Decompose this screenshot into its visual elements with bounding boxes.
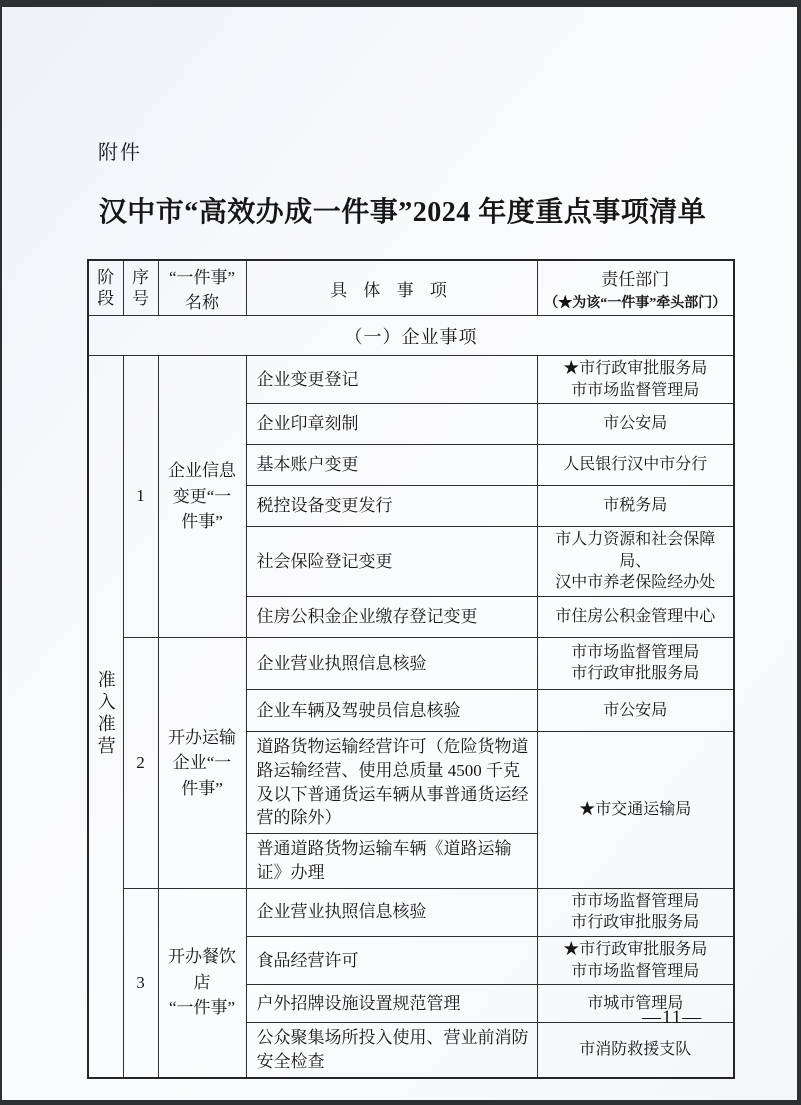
group3-name-line: 开办餐饮 (168, 947, 236, 967)
dept-line: 市市场监督管理局 (571, 962, 700, 980)
dept-line: 汉中市养老保险经办处 (555, 574, 716, 592)
dept-line: 市公安局 (603, 415, 668, 433)
dept-cell-merged (537, 731, 734, 888)
table-row (88, 637, 734, 689)
dept-cell (537, 356, 734, 404)
section-title: （一）企业事项 (88, 316, 734, 356)
table-row (88, 356, 734, 404)
group1-name-line: 变更“一 (172, 486, 232, 506)
dept-cell (537, 404, 734, 445)
dept-cell (537, 936, 734, 984)
dept-line: ★市行政审批服务局 (563, 940, 708, 958)
item-cell: 基本账户变更 (246, 445, 537, 486)
group2-name (158, 637, 246, 888)
item-cell: 企业营业执照信息核验 (246, 888, 537, 936)
dept-cell (537, 888, 734, 936)
group3-name-line: “一件事” (168, 998, 236, 1018)
dept-line: 市行政审批服务局 (571, 665, 700, 683)
page-number: —11— (642, 1007, 703, 1028)
dept-line: ★市行政审批服务局 (563, 360, 708, 377)
dept-line: 市公安局 (603, 701, 668, 719)
header-dept-line2: （★为该“一件事”牵头部门） (544, 295, 727, 311)
header-dept-line1: 责任部门 (601, 269, 670, 289)
dept-cell (537, 445, 734, 486)
header-item: 具 体 事 项 (246, 260, 537, 316)
item-cell: 企业营业执照信息核验 (246, 637, 537, 689)
group3-name-line: 店 (193, 972, 211, 992)
dept-line: 市市场监督管理局 (571, 643, 700, 661)
dept-cell (537, 689, 734, 731)
dept-cell (537, 1023, 734, 1078)
item-cell: 住房公积金企业缴存登记变更 (246, 596, 537, 637)
item-cell: 食品经营许可 (246, 936, 537, 984)
dept-cell (537, 596, 734, 637)
group1-name-line: 企业信息 (168, 461, 236, 481)
item-cell: 社会保险登记变更 (246, 527, 537, 597)
item-cell: 普通道路货物运输车辆《道路运输证》办理 (246, 834, 537, 889)
item-cell: 企业印章刻制 (246, 404, 537, 445)
scanned-page (2, 7, 797, 1100)
document-title: 汉中市“高效办成一件事”2024 年度重点事项清单 (98, 197, 707, 228)
header-name-line2: 名称 (185, 293, 219, 312)
item-cell: 企业变更登记 (246, 356, 537, 404)
dept-cell (537, 527, 734, 597)
section-row (88, 316, 734, 356)
group2-no: 2 (123, 637, 158, 888)
group2-name-line: 件事” (181, 778, 223, 798)
dept-line: 市人力资源和社会保障局、 (555, 531, 716, 570)
header-name (158, 260, 246, 316)
dept-line: 市税务局 (603, 497, 668, 515)
dept-line: 市住房公积金管理中心 (555, 608, 716, 626)
group3-no: 3 (123, 888, 158, 1077)
header-no: 序号 (123, 260, 158, 316)
item-cell: 企业车辆及驾驶员信息核验 (246, 689, 537, 731)
attachment-label: 附件 (98, 142, 142, 164)
dept-line: 市城市管理局 (587, 994, 684, 1012)
group2-name-line: 企业“一 (172, 753, 232, 773)
header-name-line1: “一件事” (168, 268, 236, 287)
table-header-row (88, 260, 734, 316)
item-cell: 户外招牌设施设置规范管理 (246, 985, 537, 1023)
table-row (88, 888, 734, 936)
group1-name (158, 356, 246, 638)
header-dept (537, 260, 734, 316)
dept-line: 市消防救援支队 (579, 1041, 692, 1059)
dept-cell (537, 637, 734, 689)
dept-line: 人民银行汉中市分行 (563, 456, 708, 474)
item-cell: 道路货物运输经营许可（危险货物道路运输经营、使用总质量 4500 千克及以下普通货运车辆从事普通货运经营的除外） (246, 731, 537, 833)
item-cell: 公众聚集场所投入使用、营业前消防安全检查 (246, 1023, 537, 1078)
item-cell: 税控设备变更发行 (246, 486, 537, 527)
dept-line: 市行政审批服务局 (571, 914, 700, 932)
group1-name-line: 件事” (181, 512, 223, 532)
dept-cell (537, 985, 734, 1023)
group2-name-line: 开办运输 (168, 727, 236, 747)
stage-label: 准入准营 (95, 669, 116, 758)
dept-cell (537, 486, 734, 527)
dept-line: 市市场监督管理局 (571, 381, 700, 399)
dept-line: ★市交通运输局 (579, 801, 692, 819)
dept-line: 市市场监督管理局 (571, 892, 700, 910)
header-stage: 阶段 (88, 260, 123, 316)
group3-name (158, 888, 246, 1077)
stage-cell (88, 356, 123, 1078)
items-table (87, 259, 735, 1079)
group1-no: 1 (123, 356, 158, 638)
